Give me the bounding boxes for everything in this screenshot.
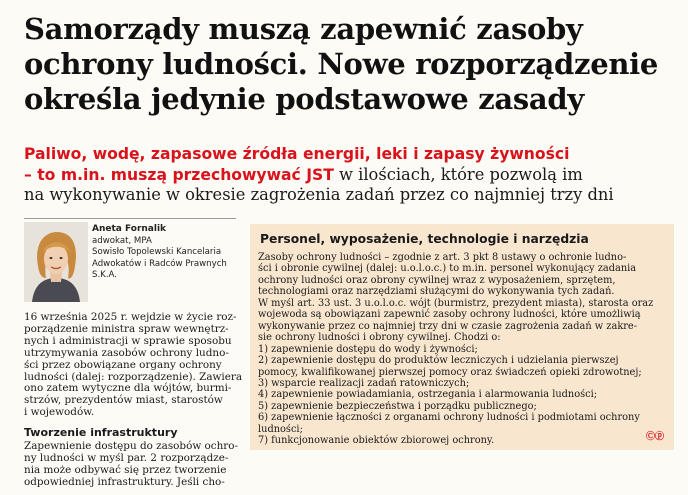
article-body-column xyxy=(24,312,246,489)
body-line: i wojewodów. xyxy=(24,406,95,419)
headline-line: ochrony ludności. Nowe rozporządzenie xyxy=(24,47,658,81)
box-list-item: 7) funkcjonowanie obiektów zbiorowej ochrony. xyxy=(258,435,495,447)
box-line: W myśl art. 33 ust. 3 u.o.l.o.c. wójt (burmistrz, prezydent miasta), starosta oraz xyxy=(258,297,654,309)
box-list-item: 5) zapewnienie bezpieczeństwa i porządku publicznego; xyxy=(258,400,537,412)
lead-plain-line: na wykonywanie w okresie zagrożenia zadań przez co najmniej trzy dni xyxy=(24,185,614,204)
box-line: Zasoby ochrony ludności – zgodnie z art. 3 pkt 8 ustawy o ochronie ludno- xyxy=(258,252,627,263)
copyright-badge-icon: Ⓒⓟ xyxy=(645,432,664,442)
body-line: nych i administracji w sprawie sposobu xyxy=(24,334,232,347)
body-line: porządzenie ministra spraw wewnętrz- xyxy=(24,322,229,335)
box-text xyxy=(258,252,670,447)
box-list-item: 4) zapewnienie powiadamiania, ostrzegania i alarmowania ludności; xyxy=(258,389,598,401)
box-title: Personel, wyposażenie, technologie i narzędzia xyxy=(260,232,589,246)
body-line: utrzymywania zasobów ochrony ludno- xyxy=(24,346,229,359)
lead-plain-tail: w ilościach, które pozwolą im xyxy=(333,164,583,184)
lead-highlight-line: Paliwo, wodę, zapasowe źródła energii, leki i zapasy żywności xyxy=(24,145,570,163)
box-list-item: pomocy, kwalifikowanej pierwszej pomocy oraz świadczeń opieki zdrowotnej; xyxy=(258,366,642,378)
body-line: ono zatem wytyczne dla wójtów, burmi- xyxy=(24,382,232,395)
headline-line: określa jedynie podstawowe zasady xyxy=(24,82,584,116)
body-line: ny ludności w myśl par. 2 rozporządze- xyxy=(24,451,229,464)
box-line: technologiami oraz narzędziami służącymi do wykonywania tych zadań. xyxy=(258,286,615,298)
body-line: odpowiedniej infrastruktury. Jeśli cho- xyxy=(24,475,225,488)
article-lead xyxy=(24,144,674,206)
body-line: 16 września 2025 r. wejdzie w życie roz- xyxy=(24,311,237,323)
article-headline xyxy=(24,12,674,117)
sidebar-box xyxy=(250,224,674,450)
author-firm: Sowisło Topolewski Kancelaria xyxy=(92,247,222,257)
box-line: ści i obronie cywilnej (dalej: u.o.l.o.c.) to m.in. personel wykonujący zadania xyxy=(258,263,637,275)
box-line: sie ochrony ludności i obrony cywilnej. Chodzi o: xyxy=(258,332,501,344)
box-list-item: 1) zapewnienie dostępu do wody i żywności; xyxy=(258,343,478,355)
author-role: adwokat, MPA xyxy=(92,235,152,246)
box-list-item: 3) wsparcie realizacji zadań ratowniczych; xyxy=(258,377,470,389)
headline-line: Samorządy muszą zapewnić zasoby xyxy=(24,12,583,46)
author-name: Aneta Fornalik xyxy=(92,224,167,234)
author-photo xyxy=(24,222,88,302)
box-line: wojewoda są obowiązani zapewnić zasoby ochrony ludności, które umożliwią xyxy=(258,309,641,321)
author-firm: S.K.A. xyxy=(92,270,118,280)
author-firm: Adwokatów i Radców Prawnych xyxy=(92,258,227,269)
body-line: ści przez obowiązane organy ochrony xyxy=(24,358,222,371)
box-line: ochrony ludności oraz obrony cywilnej wraz z wyposażeniem, sprzętem, xyxy=(258,274,616,286)
box-list-item: 2) zapewnienie dostępu do produktów leczniczych i udzielania pierwszej xyxy=(258,355,619,367)
body-line: strzów, prezydentów miast, starostów xyxy=(24,394,223,407)
body-line: ludności (dalej: rozporządzenie). Zawiera xyxy=(24,370,243,383)
section-subheading: Tworzenie infrastruktury xyxy=(24,426,178,440)
body-line: Zapewnienie dostępu do zasobów ochro- xyxy=(24,440,239,453)
body-line: nia może odbywać się przez tworzenie xyxy=(24,463,227,476)
box-line: wykonywanie przez co najmniej trzy dni w czasie zagrożenia zadań w zakre- xyxy=(258,320,638,332)
box-list-item: ludności; xyxy=(258,423,303,435)
box-list-item: 6) zapewnienie łączności z organami ochrony ludności i podmiotami ochrony xyxy=(258,412,640,424)
author-info xyxy=(92,224,242,282)
lead-highlight-tail: – to m.in. muszą przechowywać JST xyxy=(24,165,334,184)
author-divider xyxy=(24,218,236,219)
author-portrait-icon xyxy=(24,222,88,302)
